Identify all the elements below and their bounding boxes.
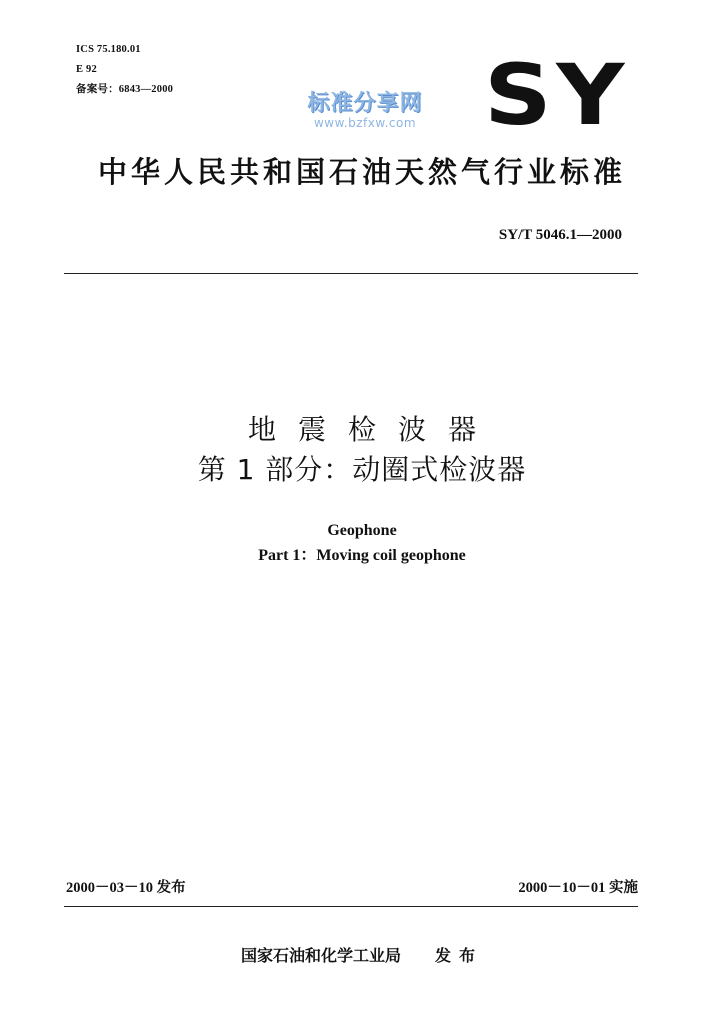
watermark[interactable]: [290, 92, 440, 130]
watermark-title: 标准分享网: [307, 91, 423, 116]
implementation-date: 2000－10－01 实施: [518, 880, 638, 896]
issue-date: 2000－03－10 发布: [66, 880, 186, 896]
publisher-name: 国家石油和化学工业局: [240, 946, 401, 965]
title-en-part: Part 1：Moving coil geophone: [258, 547, 466, 564]
footer-divider: [64, 906, 638, 907]
ics-code: ICS 75.180.01: [76, 44, 141, 55]
watermark-url[interactable]: www.bzfxw.com: [313, 116, 417, 130]
header-divider: [64, 273, 638, 274]
publisher-action: 发布: [435, 946, 484, 965]
publisher: [60, 944, 664, 968]
title-cn-main: 地震检波器: [247, 413, 498, 446]
title-en-main: Geophone: [327, 522, 397, 539]
title-cn-part: 第 1 部分：动圈式检波器: [197, 453, 527, 486]
classification-code: E 92: [76, 64, 97, 75]
filing-number: 备案号：6843—2000: [76, 84, 174, 95]
organization-title: 中华人民共和国石油天然气行业标准: [97, 155, 626, 189]
standard-number: SY/T 5046.1—2000: [498, 227, 622, 243]
sy-logo: SY: [484, 46, 629, 144]
